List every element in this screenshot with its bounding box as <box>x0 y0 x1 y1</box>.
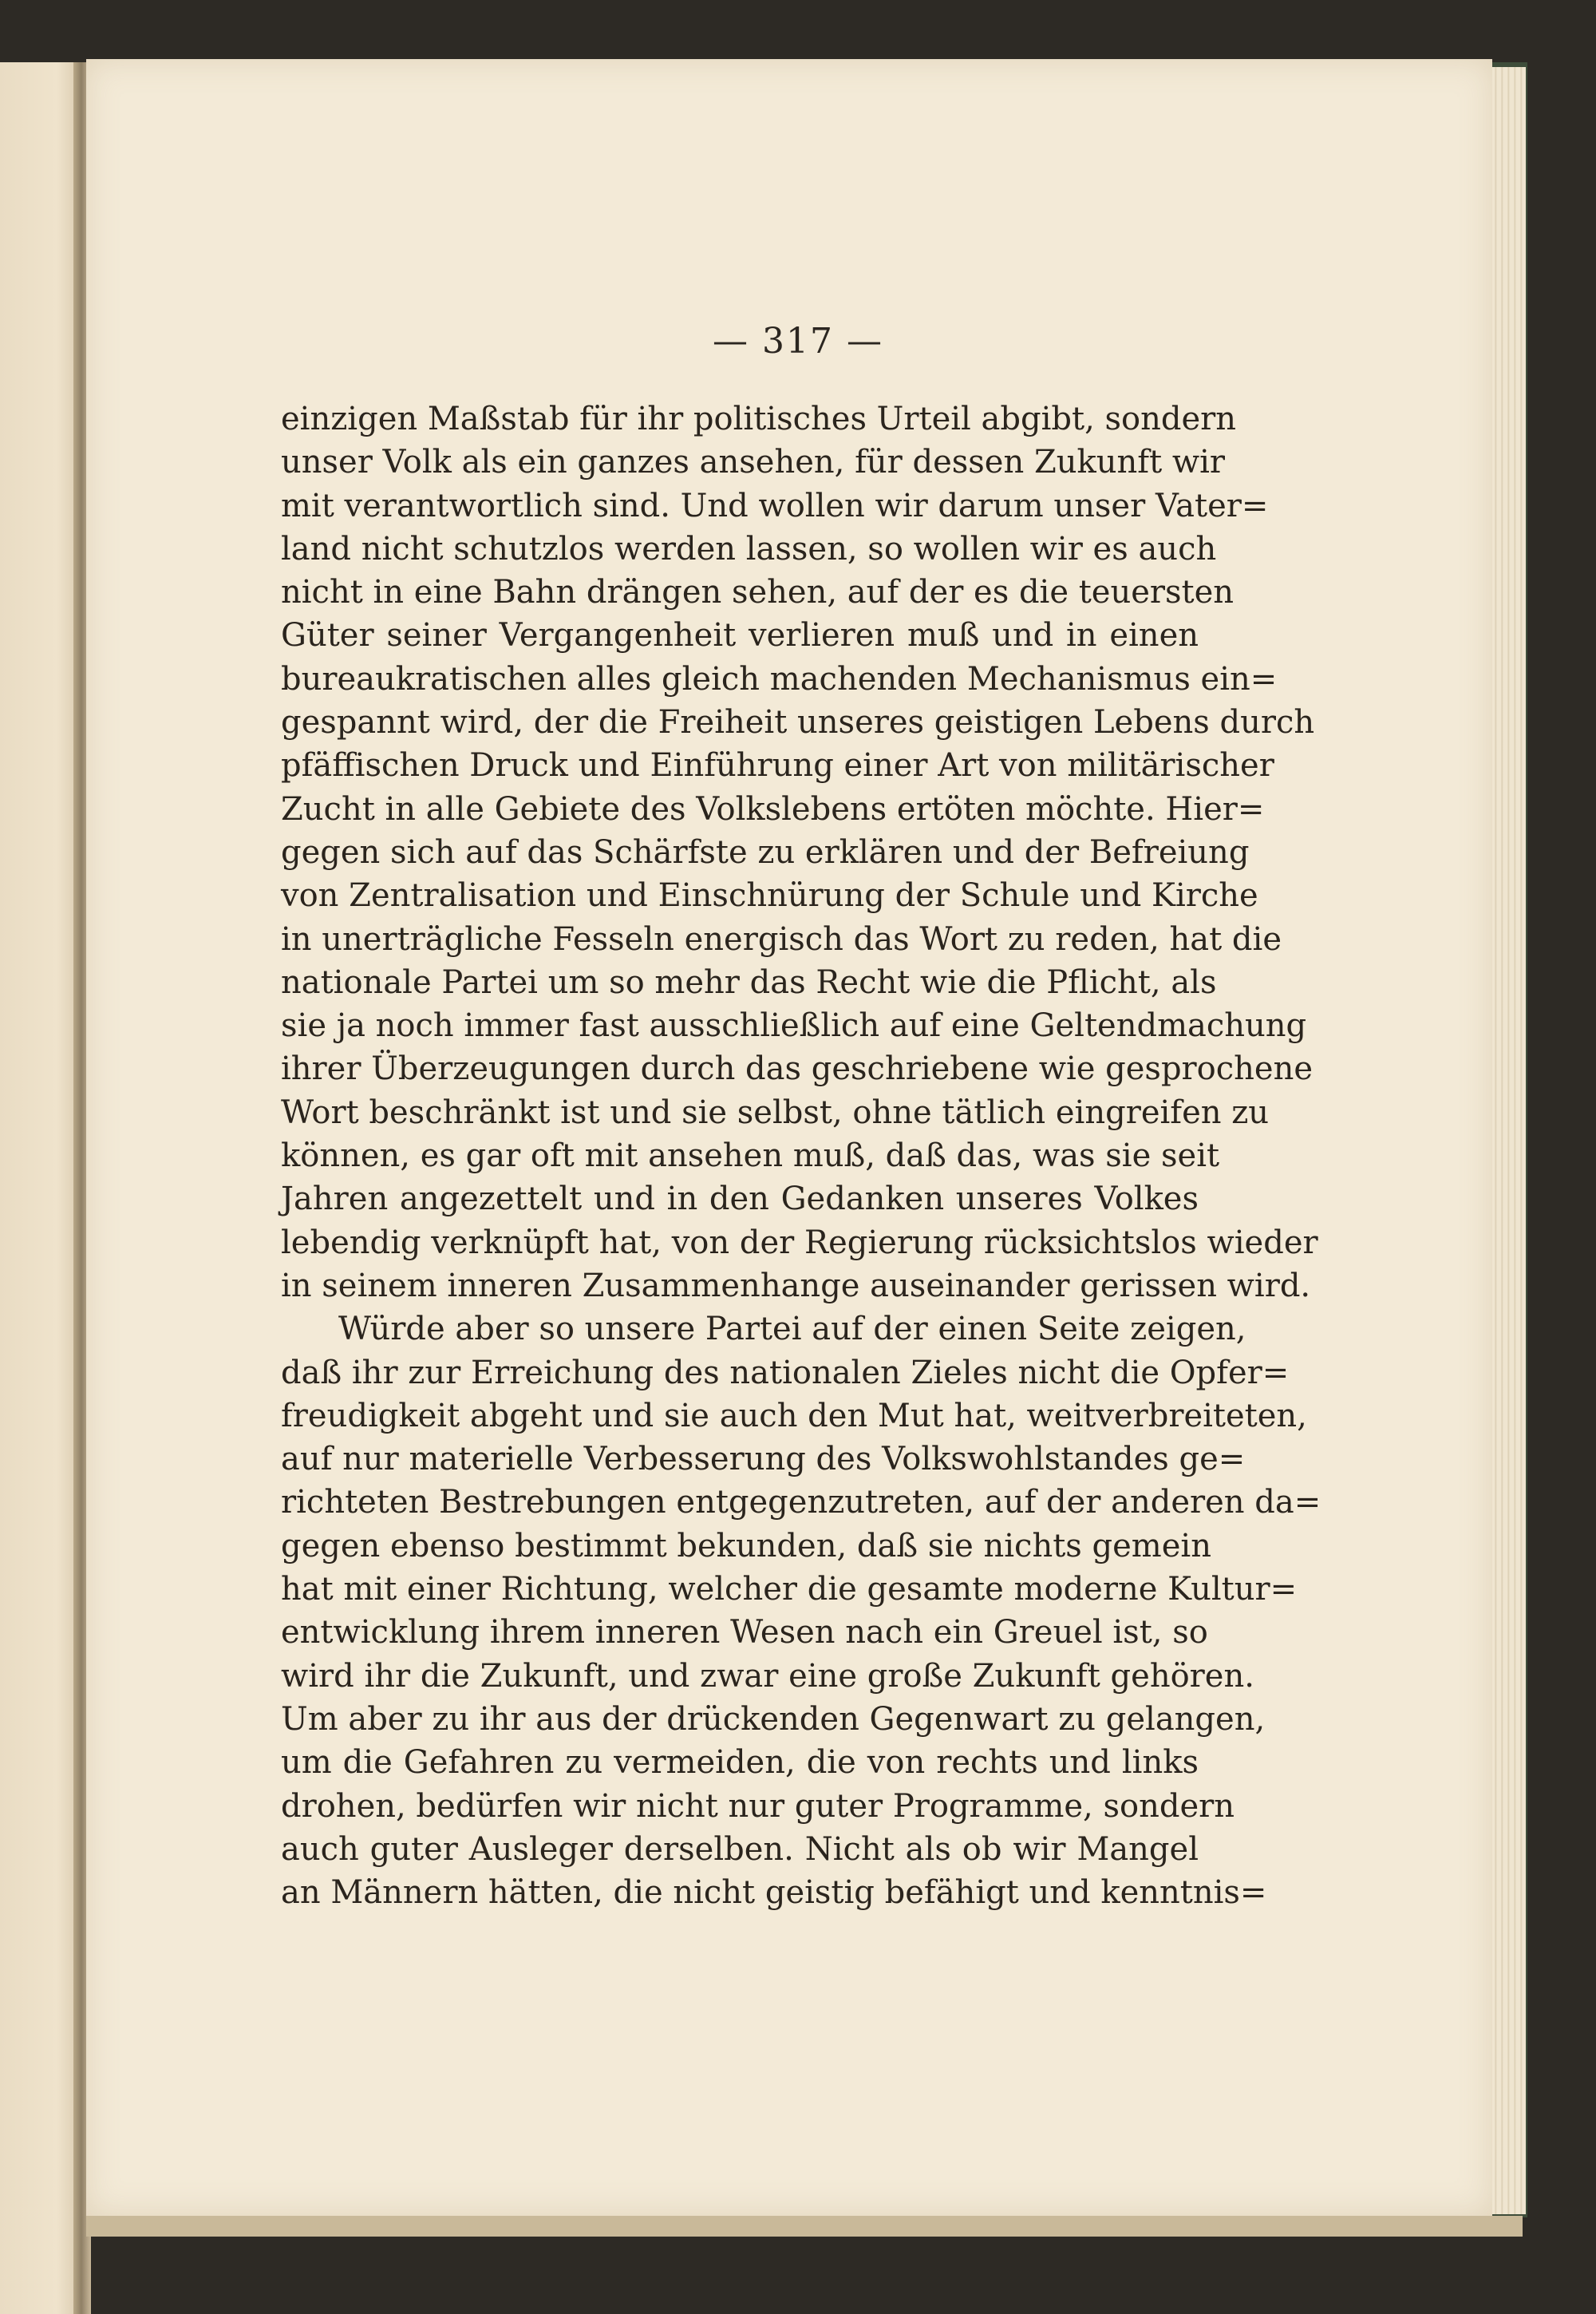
text-line: wird ihr die Zukunft, und zwar eine große Zukunft gehören. <box>281 1657 1254 1695</box>
page-body-text <box>281 398 1321 1914</box>
text-line: gespannt wird, der die Freiheit unseres geistigen Lebens durch <box>281 704 1315 742</box>
text-line: hat mit einer Richtung, welcher die gesamte moderne Kultur= <box>281 1571 1298 1608</box>
text-line: nicht in eine Bahn drängen sehen, auf der es die teuersten <box>281 574 1235 611</box>
text-line: unser Volk als ein ganzes ansehen, für dessen Zukunft wir <box>281 444 1226 481</box>
text-line: Güter seiner Vergangenheit verlieren muß und in einen <box>281 617 1199 655</box>
text-line: entwicklung ihrem inneren Wesen nach ein Greuel ist, so <box>281 1614 1208 1651</box>
text-line: freudigkeit abgeht und sie auch den Mut hat, weitverbreiteten, <box>281 1397 1307 1434</box>
text-line: Um aber zu ihr aus der drückenden Gegenwart zu gelangen, <box>281 1700 1266 1738</box>
text-line: Würde aber so unsere Partei auf der einen Seite zeigen, <box>338 1311 1246 1348</box>
text-line: Jahren angezettelt und in den Gedanken unseres Volkes <box>281 1181 1199 1218</box>
text-line: können, es gar oft mit ansehen muß, daß das, was sie seit <box>281 1137 1220 1175</box>
text-line: ihrer Überzeugungen durch das geschriebene wie gesprochene <box>281 1050 1314 1088</box>
text-line: sie ja noch immer fast ausschließlich auf eine Geltendmachung <box>281 1007 1307 1045</box>
page-bottom-edge <box>86 2216 1523 2237</box>
text-line: nationale Partei um so mehr das Recht wie die Pflicht, als <box>281 963 1217 1001</box>
paragraph <box>281 1307 1321 1914</box>
text-line: bureaukratischen alles gleich machenden Mechanismus ein= <box>281 660 1278 698</box>
text-line: in unerträgliche Fesseln energisch das Wort zu reden, hat die <box>281 920 1282 958</box>
text-line: lebendig verknüpft hat, von der Regierung rücksichtslos wieder <box>281 1224 1318 1261</box>
text-line: drohen, bedürfen wir nicht nur guter Programme, sondern <box>281 1787 1235 1825</box>
text-line: in seinem inneren Zusammenhange auseinander gerissen wird. <box>281 1267 1311 1304</box>
text-line: an Männern hätten, die nicht geistig befähigt und kenntnis= <box>281 1874 1267 1912</box>
text-line: um die Gefahren zu vermeiden, die von rechts und links <box>281 1744 1199 1782</box>
paragraph-container <box>281 398 1321 1914</box>
text-line: richteten Bestrebungen entgegenzutreten, auf der anderen da= <box>281 1484 1321 1521</box>
text-line: land nicht schutzlos werden lassen, so wollen wir es auch <box>281 530 1217 568</box>
text-line: gegen sich auf das Schärfste zu erklären und der Befreiung <box>281 833 1250 871</box>
text-line: einzigen Maßstab für ihr politisches Urteil abgibt, sondern <box>281 401 1237 437</box>
text-line: von Zentralisation und Einschnürung der Schule und Kirche <box>281 877 1258 915</box>
text-line: gegen ebenso bestimmt bekunden, daß sie nichts gemein <box>281 1527 1211 1564</box>
left-page-edge <box>0 62 81 2314</box>
text-line: Zucht in alle Gebiete des Volkslebens ertöten möchte. Hier= <box>281 790 1265 828</box>
text-line: mit verantwortlich sind. Und wollen wir darum unser Vater= <box>281 487 1269 524</box>
paragraph <box>281 398 1318 1307</box>
text-line: daß ihr zur Erreichung des nationalen Zieles nicht die Opfer= <box>281 1354 1290 1391</box>
text-line: Wort beschränkt ist und sie selbst, ohne tätlich eingreifen zu <box>281 1094 1270 1131</box>
page-number: — 317 — <box>713 321 883 362</box>
text-line: auch guter Ausleger derselben. Nicht als ob wir Mangel <box>281 1830 1199 1868</box>
text-line: pfäffischen Druck und Einführung einer Art von militärischer <box>281 747 1274 785</box>
text-line: auf nur materielle Verbesserung des Volkswohlstandes ge= <box>281 1441 1246 1478</box>
